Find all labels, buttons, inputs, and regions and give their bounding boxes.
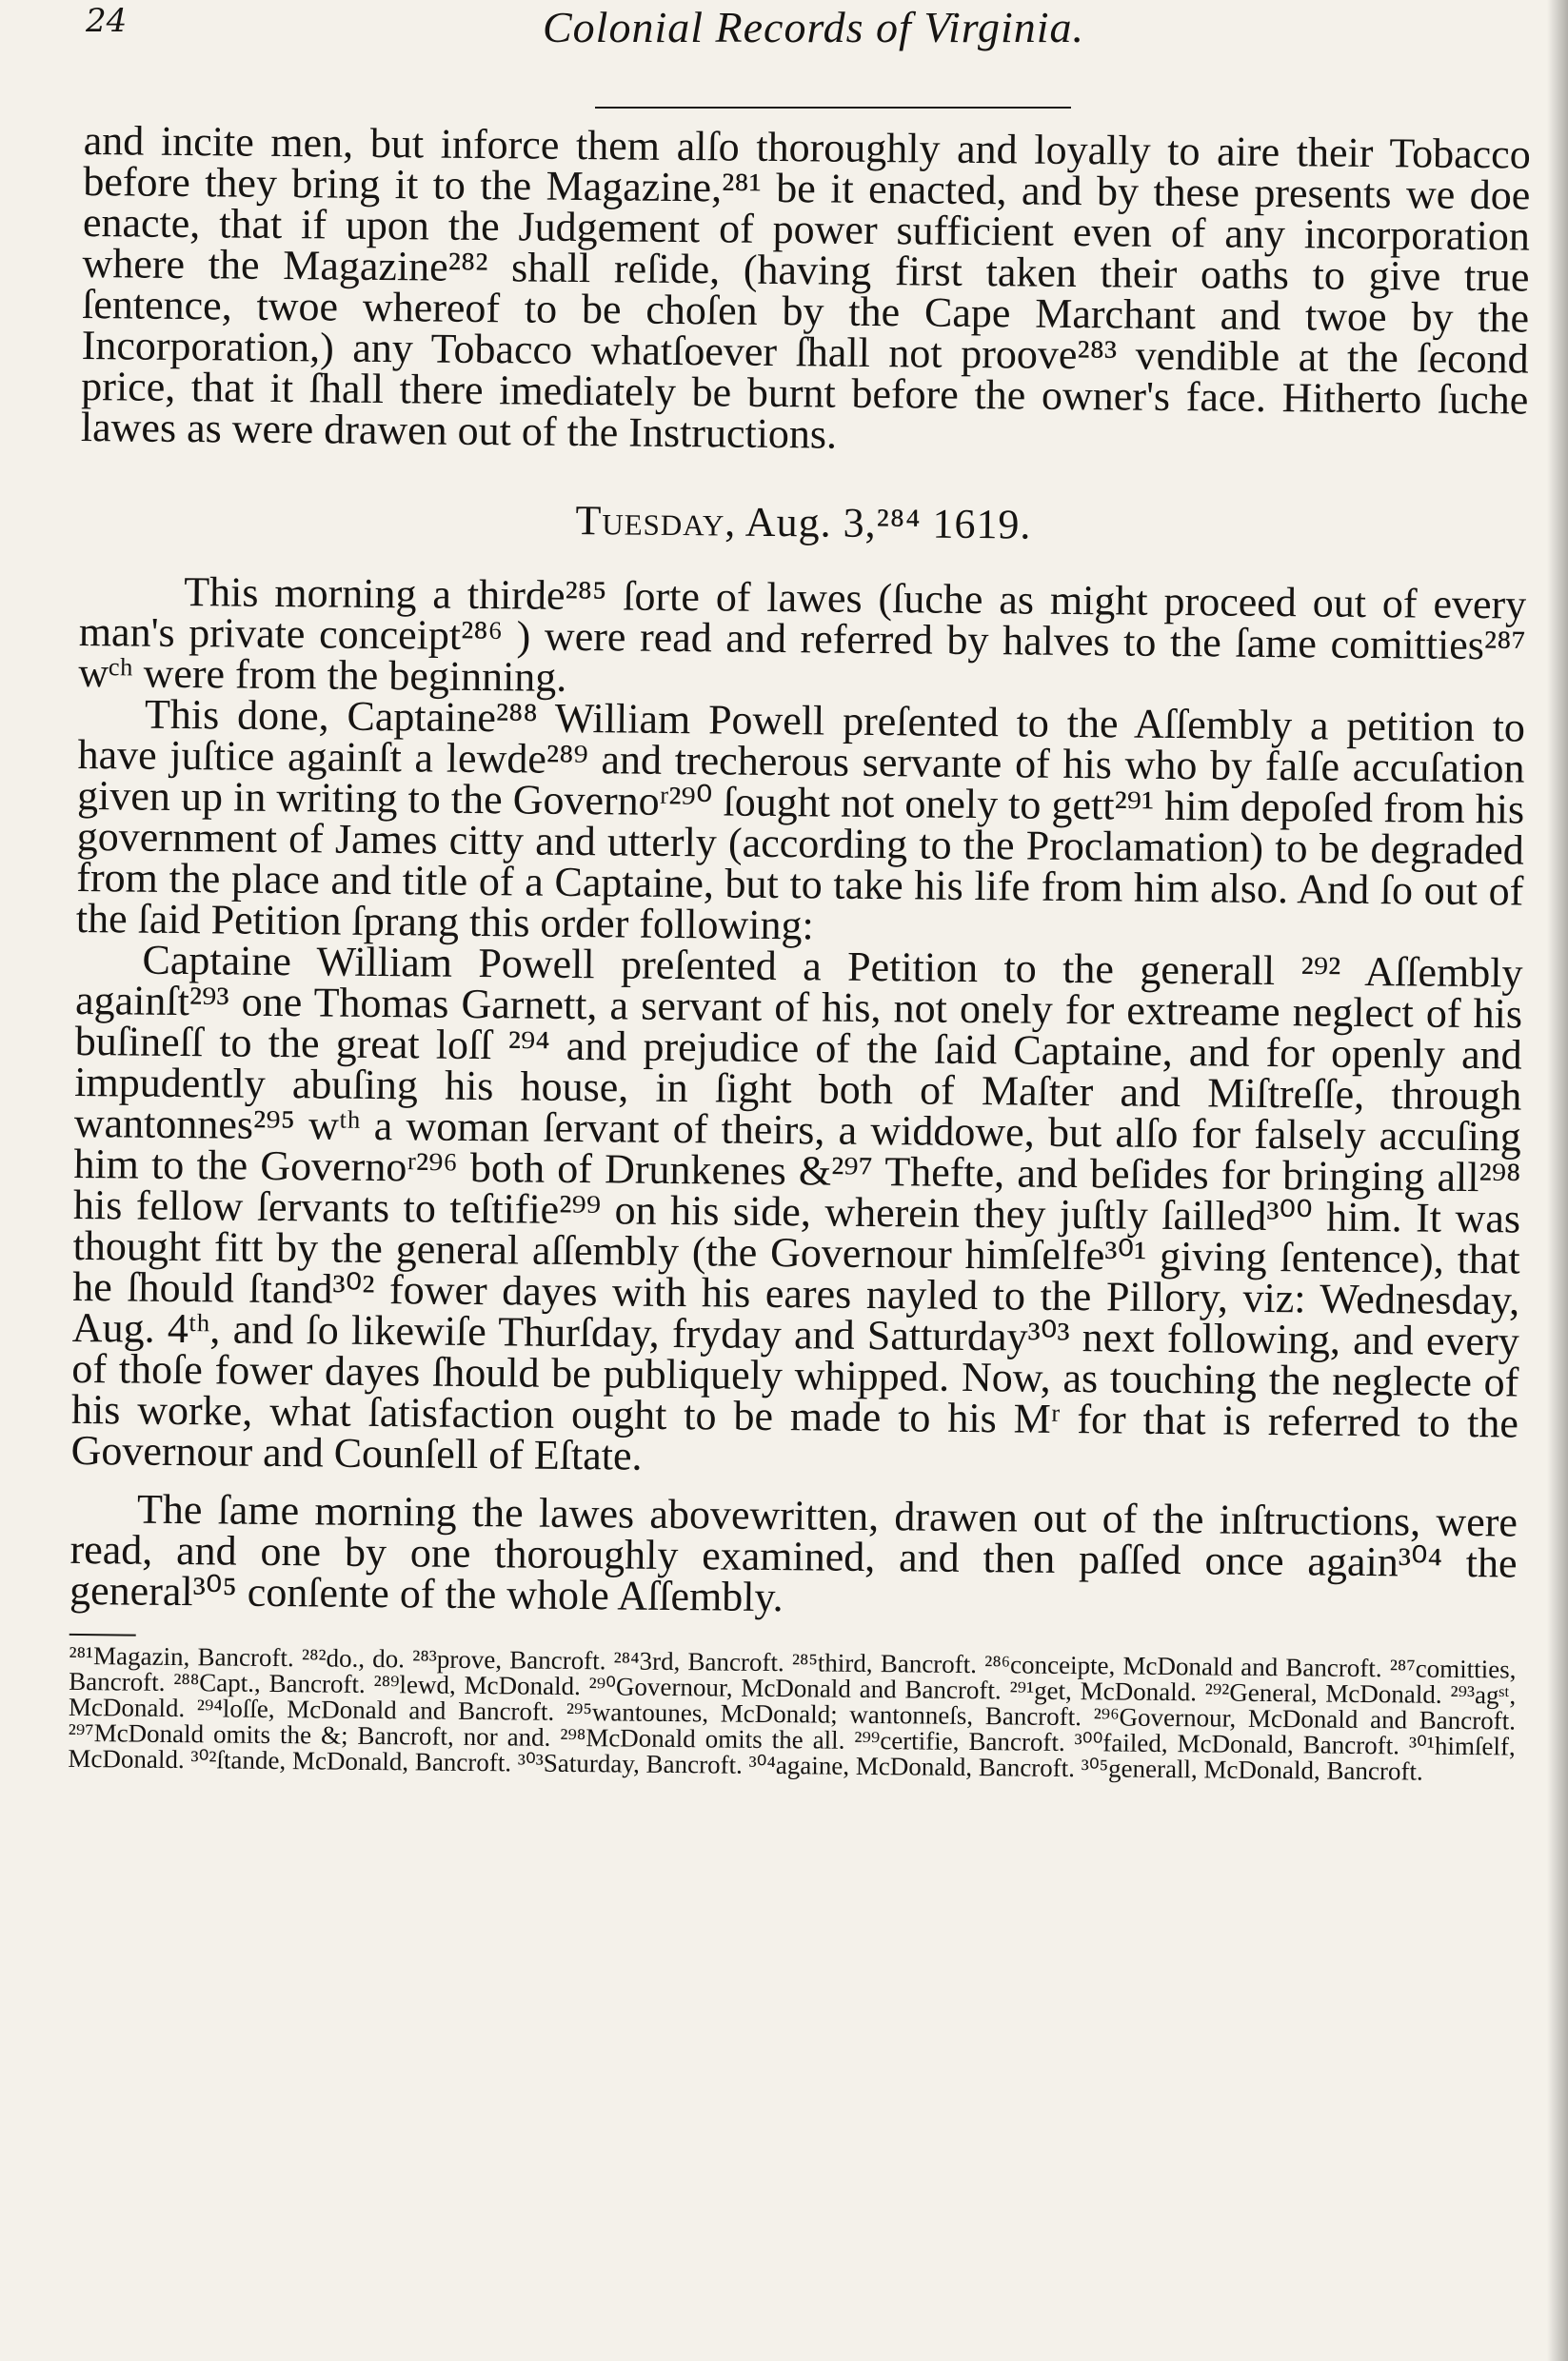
page-edge-shadow	[1547, 0, 1568, 2361]
paragraph: This done, Captaine²⁸⁸ William Powell preſented to the Aſſembly a petition to have juſtice againſt a lewde²⁸⁹ and trecherous servante of his who by falſe accuſation given up in writing to the Governoʳ²⁹⁰ ſought not onely to gett²⁹¹ him depoſed from his government of James citty and utterly (according to the Proclamation) to be degraded from the place and title of a Captaine, but to take his life from him also. And ſo out of the ſaid Petition ſprang this order following:	[75, 690, 1526, 949]
paragraph: This morning a thirde²⁸⁵ ſorte of lawes (ſuche as might proceed out of every man's private conceipt²⁸⁶ ) were read and referred by halves to the ſame comitties²⁸⁷ wᶜʰ were from the beginning.	[78, 568, 1527, 701]
footnotes	[68, 1640, 1517, 1786]
date-heading-day: Tuesday	[575, 496, 725, 546]
date-heading-rest: , Aug. 3,²⁸⁴ 1619.	[724, 498, 1032, 548]
date-heading	[80, 495, 1527, 550]
footnote-rule	[69, 1634, 136, 1637]
footnote-block: ²⁸¹Magazin, Bancroft. ²⁸²do., do. ²⁸³prove, Bancroft. ²⁸⁴3rd, Bancroft. ²⁸⁵third, Bancroft. ²⁸⁶conceipte, McDonald and Bancroft. ²⁸⁷comitties, Bancroft. ²⁸⁸Capt., Bancroft. ²⁸⁹lewd, McDonald. ²⁹⁰Governour, McDonald and Bancroft. ²⁹¹get, McDonald. ²⁹²General, McDonald. ²⁹³agˢᵗ, McDonald. ²⁹⁴loſſe, McDonald and Bancroft. ²⁹⁵wantounes, McDonald; wantonneſs, Bancroft. ²⁹⁶Governour, McDonald and Bancroft. ²⁹⁷McDonald omits the &; Bancroft, nor and. ²⁹⁸McDonald omits the all. ²⁹⁹certifie, Bancroft. ³⁰⁰failed, McDonald, Bancroft. ³⁰¹himſelf, McDonald. ³⁰²ſtande, McDonald, Bancroft. ³⁰³Saturday, Bancroft. ³⁰⁴againe, McDonald, Bancroft. ³⁰⁵generall, McDonald, Bancroft.	[68, 1640, 1517, 1786]
body-text	[68, 117, 1531, 1786]
paragraph: The ſame morning the lawes abovewritten, drawen out of the inſtructions, were read, and one by one thoroughly examined, and then paſſed once again³⁰⁴ the general³⁰⁵ conſente of the whole Aſſembly.	[69, 1485, 1518, 1621]
running-title: Colonial Records of Virginia.	[543, 3, 1085, 51]
paragraph: Captaine William Powell preſented a Petition to the generall ²⁹² Aſſembly againſt²⁹³ one Thomas Garnett, a servant of his, not onely for extreame neglect of his buſineſſ to the great loſſ ²⁹⁴ and prejudice of the ſaid Captaine, and for openly and impudently abuſing his house, in ſight both of Maſter and Miſtreſſe, through wantonnes²⁹⁵ wᵗʰ a woman ſervant of theirs, a widdowe, but alſo for falsely accuſing him to the Governoʳ²⁹⁶ both of Drunkenes &²⁹⁷ Thefte, and beſides for bringing all²⁹⁸ his fellow ſervants to teſtifie²⁹⁹ on his side, wherein they juſtly ſailled³⁰⁰ him. It was thought fitt by the general aſſembly (the Governour himſelfe³⁰¹ giving ſentence), that he ſhould ſtand³⁰² fower dayes with his eares nayled to the Pillory, viz: Wednesday, Aug. 4ᵗʰ, and ſo likewiſe Thurſday, fryday and Satturday³⁰³ next following, and every of thoſe fower dayes ſhould be publiquely whipped. Now, as touching the neglecte of his worke, what ſatisfaction ought to be made to his Mʳ for that is referred to the Governour and Counſell of Eſtate.	[70, 936, 1523, 1479]
header-rule	[595, 107, 1071, 109]
page-header	[86, 0, 1514, 57]
paragraph: and incite men, but inforce them alſo thoroughly and loyally to aire their Tobacco before they bring it to the Magazine,²⁸¹ be it enacted, and by these presents we doe enacte, that if upon the Judgement of power sufficient even of any incorporation where the Magazine²⁸² shall reſide, (having first taken their oaths to give true ſentence, twoe whereof to be choſen by the Cape Marchant and twoe by the Incorporation,) any Tobacco whatſoever ſhall not proove²⁸³ vendible at the ſecond price, that it ſhall there imediately be burnt before the owner's face. Hitherto ſuche lawes as were drawen out of the Instructions.	[80, 117, 1531, 458]
page-number: 24	[86, 2, 128, 40]
